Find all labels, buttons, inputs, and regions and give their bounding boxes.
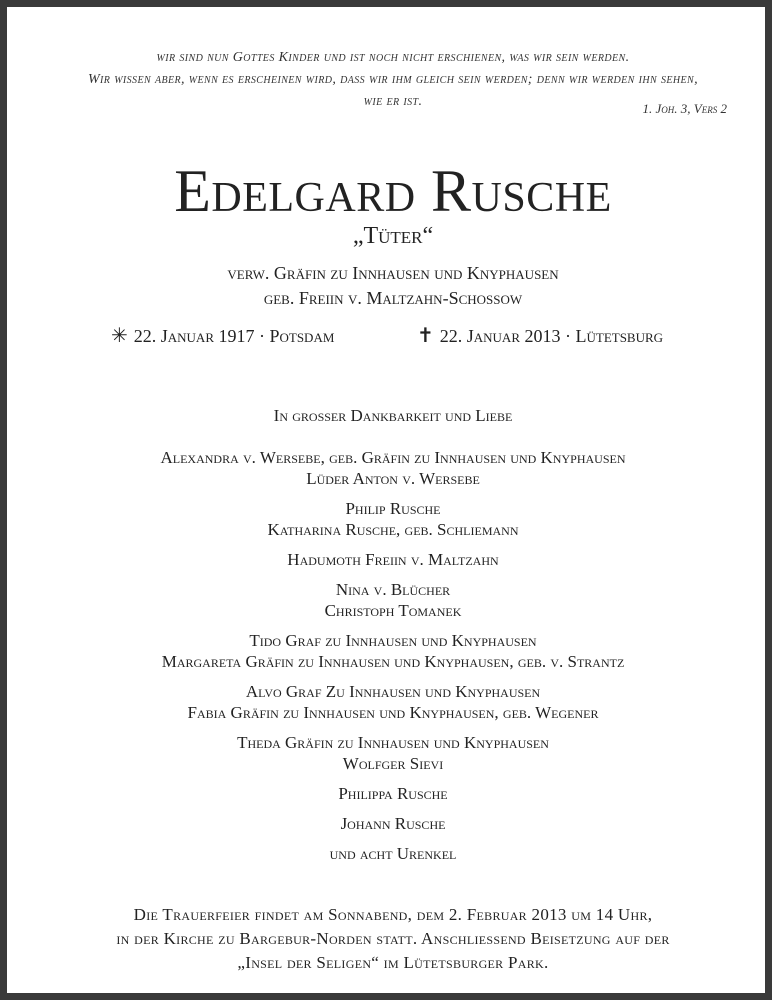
birth-star-icon: ✳ xyxy=(111,325,128,347)
verse-reference: 1. Joh. 3, Vers 2 xyxy=(642,101,727,116)
mourner-name: Philip Rusche xyxy=(345,499,441,518)
mourner-group xyxy=(7,783,772,804)
mourner-name: Wolfger Sievi xyxy=(342,754,444,773)
dedication-line: In grosser Dankbarkeit und Liebe xyxy=(273,406,513,425)
verse-line-1: wir sind nun Gottes Kinder und ist noch nicht erschienen, was wir sein werden. xyxy=(156,50,630,65)
funeral-notice xyxy=(47,903,739,975)
verse-line-3: wie er ist. xyxy=(363,94,423,109)
mourner-name: Hadumoth Freiin v. Maltzahn xyxy=(287,550,499,569)
mourner-group xyxy=(7,630,772,672)
mourner-name: Alvo Graf Zu Innhausen und Knyphausen xyxy=(245,682,541,701)
mourner-group xyxy=(7,579,772,621)
mourner-name: Tido Graf zu Innhausen und Knyphausen xyxy=(249,631,537,650)
mourner-group xyxy=(7,813,772,834)
deceased-nickname: „Tüter“ xyxy=(352,223,434,249)
mourner-list xyxy=(7,447,772,864)
mourner-group xyxy=(7,843,772,864)
mourners-section xyxy=(7,403,772,873)
deceased-title-2: geb. Freiin v. Maltzahn-Schossow xyxy=(263,288,523,308)
birth-date-text: 22. Januar 1917 · Potsdam xyxy=(133,326,335,346)
mourner-name: Philippa Rusche xyxy=(338,784,448,803)
mourner-name: Nina v. Blücher xyxy=(335,580,451,599)
funeral-line-3: „Insel der Seligen“ im Lütetsburger Park. xyxy=(237,953,549,972)
death-cross-icon: ✝ xyxy=(417,325,434,347)
mourner-name: und acht Urenkel xyxy=(329,844,457,863)
mourner-name: Lüder Anton v. Wersebe xyxy=(306,469,480,488)
deceased-title-1: verw. Gräfin zu Innhausen und Knyphausen xyxy=(227,263,559,283)
mourner-group xyxy=(7,447,772,489)
mourner-name: Christoph Tomanek xyxy=(324,601,462,620)
funeral-line-2: in der Kirche zu Bargebur-Norden statt. Anschliessend Beisetzung auf der xyxy=(116,929,670,948)
verse-line-2: Wir wissen aber, wenn es erscheinen wird, dass wir ihm gleich sein werden; denn wir werden ihn sehen, xyxy=(88,72,698,87)
deceased-name: Edelgard Rusche xyxy=(174,158,612,224)
birth-date xyxy=(111,323,334,348)
mourner-group xyxy=(7,549,772,570)
mourner-name: Alexandra v. Wersebe, geb. Gräfin zu Innhausen und Knyphausen xyxy=(160,448,626,467)
mourner-group xyxy=(7,732,772,774)
mourner-name: Margareta Gräfin zu Innhausen und Knyphausen, geb. v. Strantz xyxy=(161,652,625,671)
funeral-line-1: Die Trauerfeier findet am Sonnabend, dem 2. Februar 2013 um 14 Uhr, xyxy=(133,905,653,924)
mourner-name: Theda Gräfin zu Innhausen und Knyphausen xyxy=(237,733,549,752)
mourner-group xyxy=(7,498,772,540)
mourner-group xyxy=(7,681,772,723)
death-date-text: 22. Januar 2013 · Lütetsburg xyxy=(439,326,664,346)
mourner-name: Fabia Gräfin zu Innhausen und Knyphausen, geb. Wegener xyxy=(187,703,599,722)
mourner-name: Katharina Rusche, geb. Schliemann xyxy=(267,520,519,539)
mourner-name: Johann Rusche xyxy=(340,814,446,833)
death-date xyxy=(417,323,663,348)
